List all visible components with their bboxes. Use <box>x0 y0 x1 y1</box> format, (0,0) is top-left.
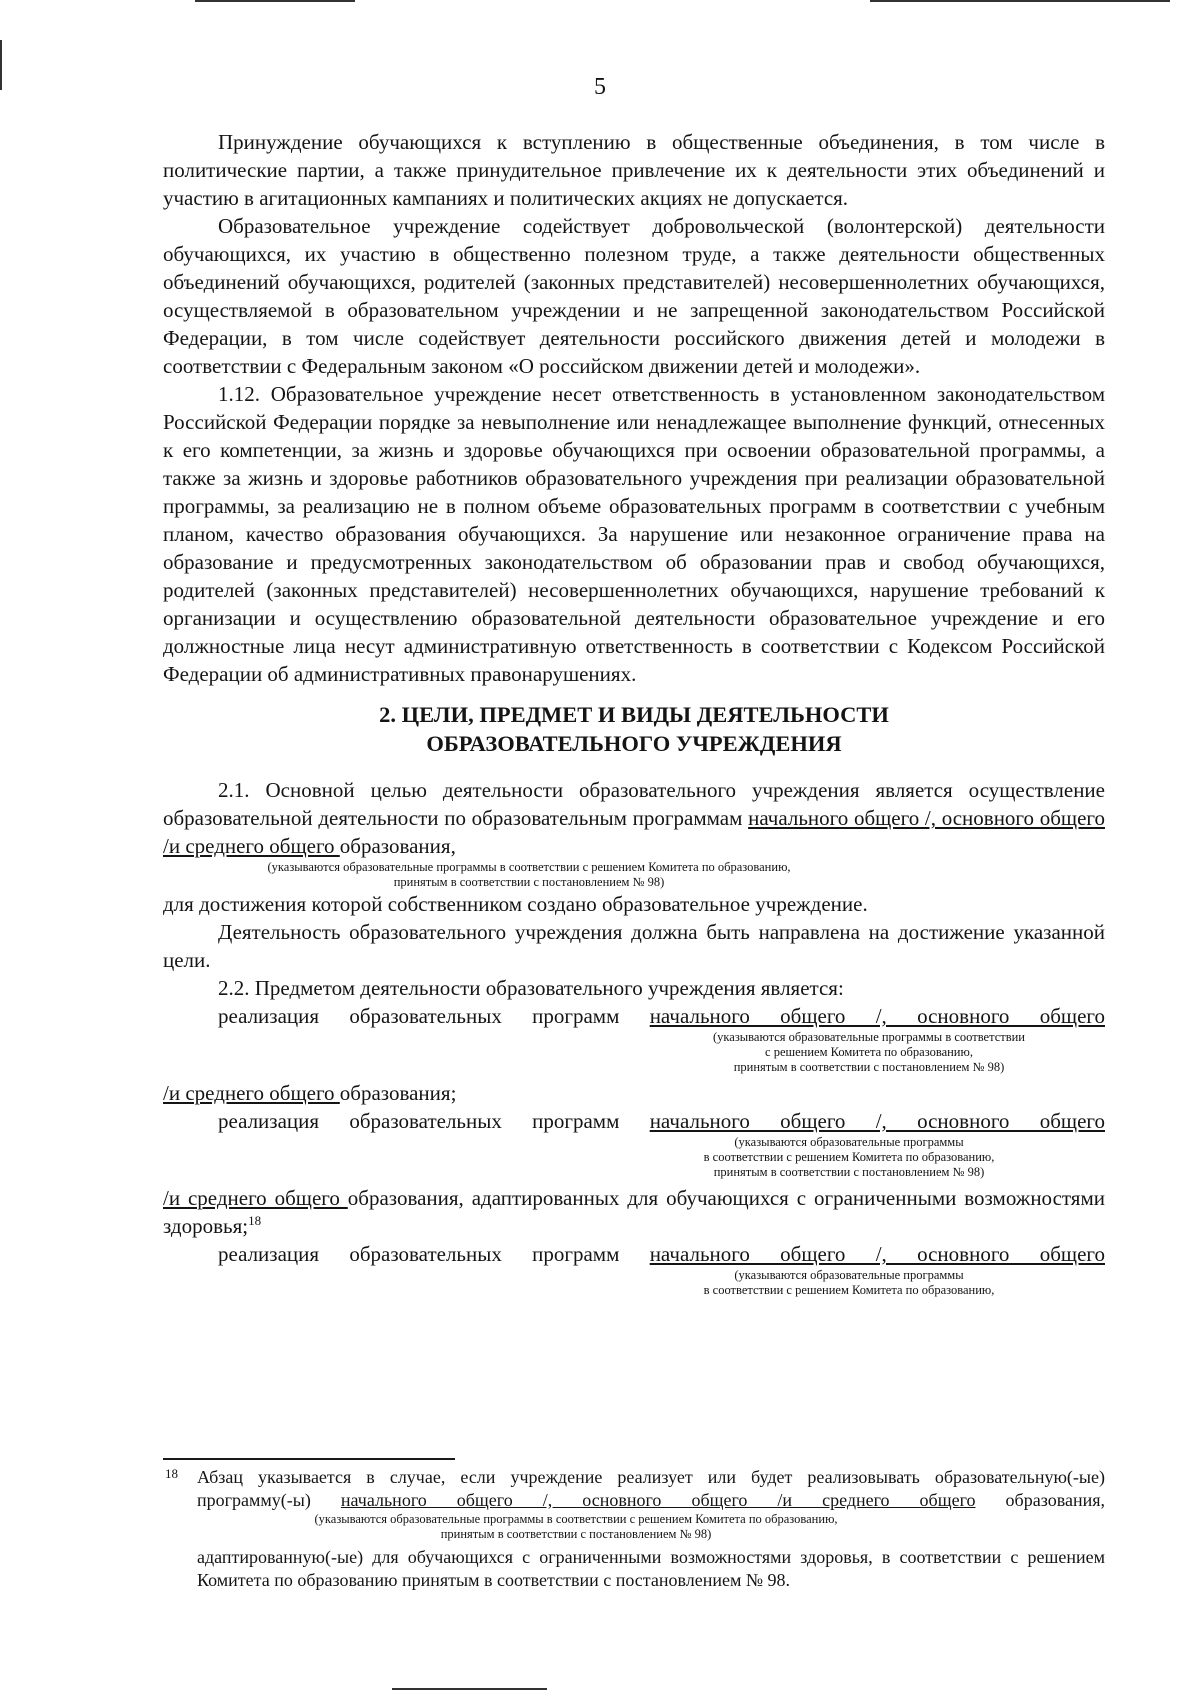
list-item-continuation <box>163 1079 1105 1107</box>
footnote-separator <box>163 1458 455 1460</box>
fill-in-underlined: /и среднего общего <box>163 1186 348 1210</box>
footnote-text: программу(-ы) <box>197 1490 341 1510</box>
fill-in-underlined: начального общего /, основного общего /и среднего общего <box>340 1490 976 1510</box>
fill-in-underlined: начального общего /, основного общего /и среднего общего <box>163 806 1105 858</box>
paragraph: Принуждение обучающихся к вступлению в общественные объединения, в том числе в политические партии, а также принудительное привлечение их к деятельности этих объединений и участию в агитационных кампаниях и политических акциях не допускается. <box>163 130 1105 210</box>
page-number: 5 <box>594 74 606 100</box>
section-heading <box>163 700 1105 758</box>
list-item-text: реализация образовательных программ <box>218 1004 650 1028</box>
fill-in-hint <box>163 1135 1105 1180</box>
hint-line: принятым в соответствии с постановлением № 98) <box>393 875 665 889</box>
scan-edge-mark <box>870 0 1170 2</box>
list-item <box>163 1002 1105 1030</box>
hint-line: с решением Комитета по образованию, <box>765 1045 973 1059</box>
hint-line: (указываются образовательные программы в соответствии с решением Комитета по образованию, <box>314 1512 838 1526</box>
paragraph: 2.2. Предметом деятельности образовательного учреждения является: <box>218 976 844 1000</box>
paragraph: Деятельность образовательного учреждения должна быть направлена на достижение указанной цели. <box>163 920 1105 972</box>
fill-in-underlined: начального общего /, основного общего <box>649 1109 1105 1133</box>
fill-in-hint <box>197 1512 1105 1542</box>
hint-line: (указываются образовательные программы <box>734 1268 964 1282</box>
section-heading-line: ОБРАЗОВАТЕЛЬНОГО УЧРЕЖДЕНИЯ <box>426 731 842 756</box>
fill-in-underlined: /и среднего общего <box>163 1081 340 1105</box>
hint-line: (указываются образовательные программы в соответствии <box>713 1030 1025 1044</box>
scan-edge-mark <box>195 0 355 2</box>
list-item-text: образования, адаптированных для обучающихся с ограниченными возможностями здоровья; <box>163 1186 1105 1238</box>
list-item-continuation <box>163 1184 1105 1240</box>
hint-line: принятым в соответствии с постановлением № 98) <box>713 1165 985 1179</box>
paragraph <box>163 776 1105 860</box>
paragraph-text: 2.1. Основной целью деятельности образовательного учреждения является осуществление образовательной деятельности по образовательным программам <box>163 778 1105 830</box>
footnote-mark: 18 <box>165 1466 178 1481</box>
list-item-text: реализация образовательных программ <box>218 1242 650 1266</box>
section-heading-line: 2. ЦЕЛИ, ПРЕДМЕТ И ВИДЫ ДЕЯТЕЛЬНОСТИ <box>379 702 889 727</box>
list-item <box>163 1240 1105 1268</box>
fill-in-underlined: начального общего /, основного общего <box>649 1004 1105 1028</box>
footnote-line: адаптированную(-ые) для обучающихся с ограниченными возможностями здоровья, в соответствии с решением Комитета по образованию принятым в соответствии с постановлением № 98. <box>197 1547 1105 1590</box>
scan-edge-mark <box>392 1688 547 1690</box>
hint-line: в соответствии с решением Комитета по образованию, <box>703 1283 995 1297</box>
paragraph: для достижения которой собственником создано образовательное учреждение. <box>163 892 868 916</box>
fill-in-hint <box>163 1030 1105 1075</box>
paragraph: Образовательное учреждение содействует добровольческой (волонтерской) деятельности обучающихся, их участию в общественно полезном труде, а также деятельности общественных объединений обучающихся, родителей (законных представителей) несовершеннолетних обучающихся, осуществляемой в образовательном учреждении и не запрещенной законодательством Российской Федерации, в том числе содействует деятельности российского движения детей и молодежи в соответствии с Федеральным законом «О российском движении детей и молодежи». <box>163 214 1105 378</box>
hint-line: в соответствии с решением Комитета по образованию, <box>703 1150 995 1164</box>
footnote-line: Абзац указывается в случае, если учреждение реализует или будет реализовывать образовательную(-ые) <box>197 1467 1105 1487</box>
footnote-line <box>197 1489 1105 1512</box>
document-body <box>163 128 1105 1298</box>
paragraph: 1.12. Образовательное учреждение несет ответственность в установленном законодательством Российской Федерации порядке за невыполнение или ненадлежащее выполнение функций, отнесенных к его компетенции, за жизнь и здоровье обучающихся при освоении образовательной программы, а также за жизнь и здоровье работников образовательного учреждения при реализации образовательной программы, за реализацию не в полном объеме образовательных программ в соответствии с учебным планом, качество образования обучающихся. За нарушение или незаконное ограничение права на образование и предусмотренных законодательством об образовании прав и свобод обучающихся, родителей (законных представителей) несовершеннолетних обучающихся, нарушение требований к организации и осуществлению образовательной деятельности образовательное учреждение и его должностные лица несут административную ответственность в соответствии с Кодексом Российской Федерации об административных правонарушениях. <box>163 382 1105 686</box>
footnote-body <box>163 1466 1105 1592</box>
hint-line: принятым в соответствии с постановлением № 98) <box>440 1527 712 1541</box>
list-item-text: реализация образовательных программ <box>218 1109 650 1133</box>
list-item <box>163 1107 1105 1135</box>
hint-line: (указываются образовательные программы <box>734 1135 964 1149</box>
footnote-reference[interactable]: 18 <box>248 1213 262 1228</box>
list-item-text: образования; <box>339 1081 457 1105</box>
footnote <box>163 1466 1105 1592</box>
footnote-text: образования, <box>975 1490 1105 1510</box>
fill-in-underlined: начального общего /, основного общего <box>649 1242 1105 1266</box>
hint-line: принятым в соответствии с постановлением № 98) <box>733 1060 1005 1074</box>
paragraph-text: образования, <box>339 834 456 858</box>
fill-in-hint <box>163 860 1105 890</box>
fill-in-hint <box>163 1268 1105 1298</box>
hint-line: (указываются образовательные программы в соответствии с решением Комитета по образованию, <box>267 860 791 874</box>
